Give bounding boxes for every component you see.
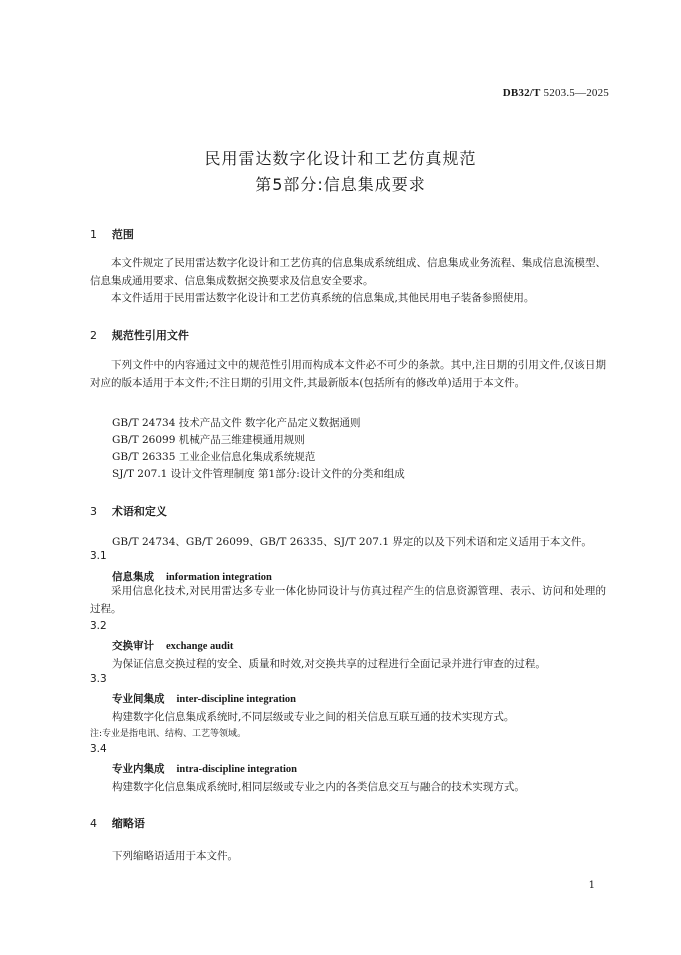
section-title: 规范性引用文件: [111, 329, 189, 342]
term-definition: 构建数字化信息集成系统时,相同层级或专业之内的各类信息交互与融合的技术实现方式。: [112, 781, 525, 793]
scope-paragraph-2: 本文件适用于民用雷达数字化设计和工艺仿真系统的信息集成,其他民用电子装备参照使用。: [111, 292, 535, 304]
section-2-heading: [90, 327, 189, 343]
normative-references-paragraph: 下列文件中的内容通过文中的规范性引用而构成本文件必不可少的条款。其中,注日期的引用文件,仅该日期对应的版本适用于本文件;不注日期的引用文件,其最新版本(包括所有的修改单)适用于本文件。: [90, 359, 606, 389]
term-zh: 交换审计: [112, 640, 154, 652]
term-en: inter-discipline integration: [176, 694, 296, 705]
term-title: [112, 761, 297, 776]
term-en: intra-discipline integration: [176, 764, 297, 775]
term-en: exchange audit: [166, 641, 234, 652]
term-en: information integration: [166, 572, 272, 583]
scope-paragraph-1: 本文件规定了民用雷达数字化设计和工艺仿真的信息集成系统组成、信息集成业务流程、集成信息流模型、信息集成通用要求、信息集成数据交换要求及信息安全要求。: [90, 257, 606, 287]
reference-item: GB/T 24734 技术产品文件 数字化产品定义数据通则: [112, 417, 361, 429]
term-number: 3.4: [90, 743, 107, 755]
section-3-heading: [90, 503, 167, 519]
term-title: [112, 569, 272, 584]
standard-code: [503, 87, 609, 99]
abbreviations-paragraph: 下列缩略语适用于本文件。: [112, 850, 238, 862]
section-title: 范围: [111, 228, 134, 241]
term-number: 3.2: [90, 620, 107, 632]
term-title: [112, 638, 233, 653]
term-number: 3.3: [90, 673, 107, 685]
reference-item: SJ/T 207.1 设计文件管理制度 第1部分:设计文件的分类和组成: [112, 468, 405, 480]
section-1-heading: [90, 226, 134, 242]
term-number: 3.1: [90, 550, 107, 562]
term-note: 注:专业是指电讯、结构、工艺等领域。: [90, 729, 247, 739]
term-title: [112, 691, 296, 706]
term-zh: 专业间集成: [112, 693, 165, 705]
document-title: 民用雷达数字化设计和工艺仿真规范: [204, 149, 477, 168]
reference-item: GB/T 26335 工业企业信息化集成系统规范: [112, 451, 316, 463]
section-title: 术语和定义: [111, 505, 167, 518]
section-number: 2: [90, 329, 97, 342]
standard-number: 5203.5—2025: [540, 87, 609, 99]
terms-intro-paragraph: GB/T 24734、GB/T 26099、GB/T 26335、SJ/T 207.1 界定的以及下列术语和定义适用于本文件。: [112, 536, 592, 548]
reference-item: GB/T 26099 机械产品三维建模通用规则: [112, 434, 305, 446]
standard-prefix: DB32/T: [502, 87, 541, 99]
term-definition: 为保证信息交换过程的安全、质量和时效,对交换共享的过程进行全面记录并进行审查的过程。: [112, 658, 546, 670]
term-definition: 构建数字化信息集成系统时,不同层级或专业之间的相关信息互联互通的技术实现方式。: [112, 711, 515, 723]
section-number: 3: [90, 505, 97, 518]
term-zh: 专业内集成: [112, 763, 165, 775]
section-number: 1: [90, 228, 97, 241]
term-definition: 采用信息化技术,对民用雷达多专业一体化协同设计与仿真过程产生的信息资源管理、表示、访问和处理的过程。: [90, 585, 606, 615]
section-4-heading: [90, 815, 145, 831]
section-title: 缩略语: [111, 817, 145, 830]
document-subtitle: 第5部分:信息集成要求: [255, 175, 426, 194]
term-zh: 信息集成: [112, 571, 154, 583]
page-number: 1: [588, 880, 595, 891]
section-number: 4: [90, 817, 97, 830]
